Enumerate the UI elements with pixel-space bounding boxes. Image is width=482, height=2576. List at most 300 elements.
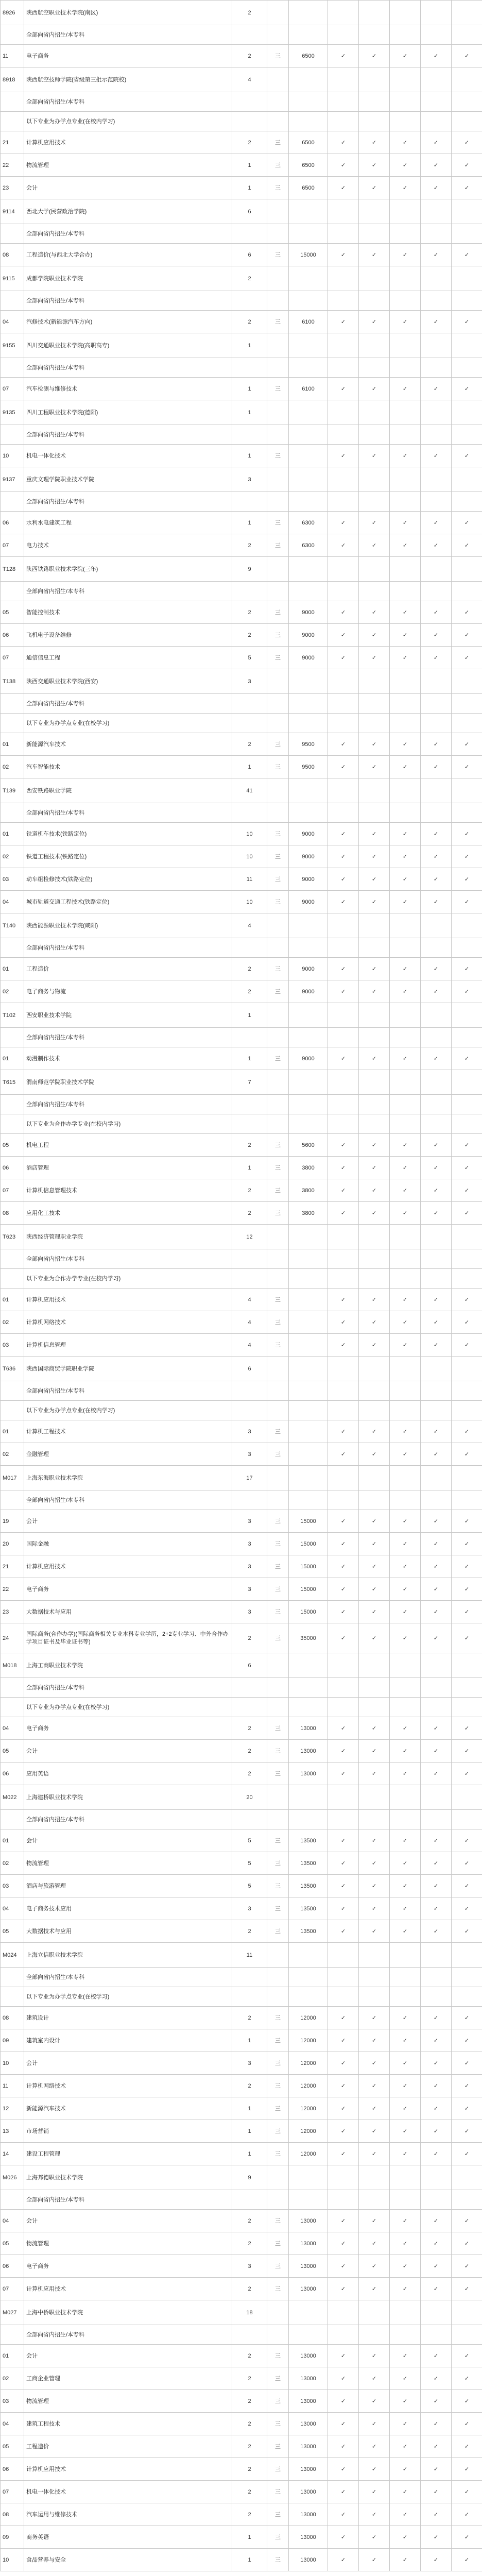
empty-cell xyxy=(289,1466,328,1490)
empty-cell xyxy=(390,1249,421,1269)
check-mark-icon: ✓ xyxy=(390,1875,421,1897)
empty-cell xyxy=(267,224,289,244)
empty-cell xyxy=(390,778,421,803)
major-plan-count: 1 xyxy=(232,154,267,177)
empty-cell xyxy=(359,400,390,425)
empty-cell xyxy=(289,938,328,958)
check-mark-icon: ✓ xyxy=(328,958,359,980)
empty-cell xyxy=(421,1968,452,1987)
major-plan-count: 2 xyxy=(232,1134,267,1157)
empty-cell xyxy=(1,1028,24,1047)
note-text: 全部向省内招生/本专科 xyxy=(24,938,232,958)
check-mark-icon: ✓ xyxy=(359,2503,390,2526)
school-row xyxy=(1,1785,482,1810)
school-plan-count: 2 xyxy=(232,1,267,25)
school-code: T102 xyxy=(1,1003,24,1028)
check-mark-icon: ✓ xyxy=(452,1179,482,1202)
school-row xyxy=(1,1070,482,1095)
school-row xyxy=(1,333,482,358)
empty-cell xyxy=(267,2325,289,2345)
check-mark-icon: ✓ xyxy=(390,1134,421,1157)
school-name: 上海工商职业技术学院 xyxy=(24,1653,232,1678)
school-plan-count: 7 xyxy=(232,1070,267,1095)
empty-cell xyxy=(1,492,24,512)
empty-cell xyxy=(359,1225,390,1249)
check-mark-icon: ✓ xyxy=(390,2210,421,2232)
check-mark-icon: ✓ xyxy=(328,601,359,624)
school-code: M017 xyxy=(1,1466,24,1490)
note-text: 全部向省内招生/本专科 xyxy=(24,694,232,714)
check-mark-icon: ✓ xyxy=(452,2210,482,2232)
major-row xyxy=(1,1555,482,1578)
empty-cell xyxy=(232,358,267,378)
major-name: 城市轨道交通工程技术(铁路定位) xyxy=(24,891,232,913)
check-mark-icon: ✓ xyxy=(359,1179,390,1202)
table-body xyxy=(1,1,482,2571)
major-name: 机电一体化技术 xyxy=(24,2481,232,2503)
empty-cell xyxy=(267,2165,289,2190)
empty-cell xyxy=(390,1785,421,1810)
empty-cell xyxy=(421,1943,452,1968)
tuition-fee: 6500 xyxy=(289,177,328,199)
empty-cell xyxy=(232,694,267,714)
empty-cell xyxy=(452,67,482,92)
major-code: 07 xyxy=(1,647,24,669)
empty-cell xyxy=(1,694,24,714)
empty-cell xyxy=(328,1943,359,1968)
school-row xyxy=(1,1943,482,1968)
note-text: 全部向省内招生/本专科 xyxy=(24,291,232,311)
check-mark-icon: ✓ xyxy=(359,1047,390,1070)
school-name: 上海邦德职业技术学院 xyxy=(24,2165,232,2190)
check-mark-icon: ✓ xyxy=(452,891,482,913)
note-row xyxy=(1,112,482,131)
empty-cell xyxy=(421,2165,452,2190)
major-code: 22 xyxy=(1,1578,24,1601)
empty-cell xyxy=(1,714,24,733)
check-mark-icon: ✓ xyxy=(421,1601,452,1623)
empty-cell xyxy=(1,358,24,378)
empty-cell xyxy=(267,1095,289,1114)
major-row xyxy=(1,1897,482,1920)
empty-cell xyxy=(421,400,452,425)
check-mark-icon: ✓ xyxy=(328,45,359,67)
major-name: 会计 xyxy=(24,1829,232,1852)
study-length: 三 xyxy=(267,1897,289,1920)
check-mark-icon: ✓ xyxy=(359,980,390,1003)
check-mark-icon: ✓ xyxy=(390,891,421,913)
school-name: 陕西航空职业技术学院(南区) xyxy=(24,1,232,25)
empty-cell xyxy=(267,1357,289,1381)
empty-cell xyxy=(328,582,359,601)
major-code: 01 xyxy=(1,1047,24,1070)
empty-cell xyxy=(390,1357,421,1381)
empty-cell xyxy=(289,1785,328,1810)
major-code: 06 xyxy=(1,1157,24,1179)
check-mark-icon: ✓ xyxy=(421,2075,452,2097)
major-plan-count: 3 xyxy=(232,1601,267,1623)
check-mark-icon: ✓ xyxy=(359,2052,390,2075)
major-row xyxy=(1,1762,482,1785)
check-mark-icon: ✓ xyxy=(421,1443,452,1466)
check-mark-icon: ✓ xyxy=(452,244,482,266)
empty-cell xyxy=(359,199,390,224)
empty-cell xyxy=(452,1943,482,1968)
empty-cell xyxy=(267,1785,289,1810)
check-mark-icon: ✓ xyxy=(452,2549,482,2571)
empty-cell xyxy=(267,803,289,823)
empty-cell xyxy=(452,467,482,492)
empty-cell xyxy=(328,1,359,25)
empty-cell xyxy=(232,2325,267,2345)
tuition-fee xyxy=(289,445,328,467)
study-length: 三 xyxy=(267,2367,289,2390)
note-row xyxy=(1,224,482,244)
empty-cell xyxy=(452,694,482,714)
major-code: 06 xyxy=(1,1762,24,1785)
empty-cell xyxy=(452,266,482,291)
check-mark-icon: ✓ xyxy=(359,2413,390,2435)
study-length: 三 xyxy=(267,2029,289,2052)
empty-cell xyxy=(452,1028,482,1047)
major-row xyxy=(1,2232,482,2255)
empty-cell xyxy=(452,1490,482,1510)
major-code: 07 xyxy=(1,378,24,400)
empty-cell xyxy=(421,803,452,823)
major-plan-count: 1 xyxy=(232,177,267,199)
note-row xyxy=(1,358,482,378)
major-plan-count: 2 xyxy=(232,1717,267,1740)
note-row xyxy=(1,1987,482,2007)
empty-cell xyxy=(452,1968,482,1987)
check-mark-icon: ✓ xyxy=(328,2120,359,2143)
major-row xyxy=(1,1179,482,1202)
empty-cell xyxy=(267,1070,289,1095)
check-mark-icon: ✓ xyxy=(359,1443,390,1466)
check-mark-icon: ✓ xyxy=(359,2029,390,2052)
major-row xyxy=(1,601,482,624)
major-name: 汽修技术(新能源汽车方向) xyxy=(24,311,232,333)
check-mark-icon: ✓ xyxy=(452,2007,482,2029)
note-row xyxy=(1,694,482,714)
check-mark-icon: ✓ xyxy=(421,378,452,400)
note-text: 全部向省内招生/本专科 xyxy=(24,224,232,244)
check-mark-icon: ✓ xyxy=(359,1420,390,1443)
major-name: 酒店管理 xyxy=(24,1157,232,1179)
major-plan-count: 3 xyxy=(232,1533,267,1555)
empty-cell xyxy=(421,1269,452,1289)
school-plan-count: 1 xyxy=(232,1003,267,1028)
empty-cell xyxy=(232,2190,267,2210)
check-mark-icon: ✓ xyxy=(390,1510,421,1533)
check-mark-icon: ✓ xyxy=(359,1533,390,1555)
major-plan-count: 3 xyxy=(232,2255,267,2278)
school-row xyxy=(1,1,482,25)
major-plan-count: 2 xyxy=(232,2413,267,2435)
check-mark-icon: ✓ xyxy=(328,1555,359,1578)
empty-cell xyxy=(267,199,289,224)
empty-cell xyxy=(452,1678,482,1698)
major-code: 14 xyxy=(1,2143,24,2165)
check-mark-icon: ✓ xyxy=(328,2097,359,2120)
empty-cell xyxy=(359,2325,390,2345)
major-name: 计算机网络技术 xyxy=(24,1311,232,1334)
empty-cell xyxy=(328,400,359,425)
school-plan-count: 4 xyxy=(232,67,267,92)
check-mark-icon: ✓ xyxy=(328,2255,359,2278)
study-length: 三 xyxy=(267,2345,289,2367)
study-length: 三 xyxy=(267,1920,289,1943)
empty-cell xyxy=(359,582,390,601)
school-plan-count: 6 xyxy=(232,1653,267,1678)
empty-cell xyxy=(328,557,359,582)
major-plan-count: 2 xyxy=(232,2435,267,2458)
check-mark-icon: ✓ xyxy=(359,1578,390,1601)
major-row xyxy=(1,1533,482,1555)
school-name: 上海中侨职业技术学院 xyxy=(24,2300,232,2325)
empty-cell xyxy=(232,1698,267,1717)
empty-cell xyxy=(267,400,289,425)
study-length: 三 xyxy=(267,1852,289,1875)
school-code: T636 xyxy=(1,1357,24,1381)
major-row xyxy=(1,647,482,669)
empty-cell xyxy=(328,199,359,224)
study-length: 三 xyxy=(267,2120,289,2143)
school-plan-count: 1 xyxy=(232,333,267,358)
major-row xyxy=(1,1311,482,1334)
check-mark-icon: ✓ xyxy=(390,445,421,467)
empty-cell xyxy=(359,1114,390,1134)
major-row xyxy=(1,624,482,647)
check-mark-icon: ✓ xyxy=(390,45,421,67)
check-mark-icon: ✓ xyxy=(390,1334,421,1357)
study-length: 三 xyxy=(267,2232,289,2255)
tuition-fee xyxy=(289,1334,328,1357)
empty-cell xyxy=(359,1095,390,1114)
empty-cell xyxy=(421,266,452,291)
major-plan-count: 3 xyxy=(232,1510,267,1533)
check-mark-icon: ✓ xyxy=(359,154,390,177)
note-row xyxy=(1,1381,482,1401)
note-row xyxy=(1,1114,482,1134)
study-length: 三 xyxy=(267,1289,289,1311)
check-mark-icon: ✓ xyxy=(421,1179,452,1202)
tuition-fee xyxy=(289,1443,328,1466)
check-mark-icon: ✓ xyxy=(452,756,482,778)
empty-cell xyxy=(421,2325,452,2345)
check-mark-icon: ✓ xyxy=(359,1920,390,1943)
major-name: 物流管理 xyxy=(24,2390,232,2413)
check-mark-icon: ✓ xyxy=(359,311,390,333)
major-plan-count: 5 xyxy=(232,1852,267,1875)
major-row xyxy=(1,1829,482,1852)
tuition-fee: 15000 xyxy=(289,1533,328,1555)
empty-cell xyxy=(421,333,452,358)
major-code: 03 xyxy=(1,2390,24,2413)
check-mark-icon: ✓ xyxy=(452,1829,482,1852)
empty-cell xyxy=(267,92,289,112)
empty-cell xyxy=(452,1653,482,1678)
check-mark-icon: ✓ xyxy=(452,958,482,980)
empty-cell xyxy=(359,1028,390,1047)
major-plan-count: 2 xyxy=(232,1740,267,1762)
empty-cell xyxy=(267,333,289,358)
empty-cell xyxy=(390,1490,421,1510)
study-length: 三 xyxy=(267,2390,289,2413)
check-mark-icon: ✓ xyxy=(328,1157,359,1179)
check-mark-icon: ✓ xyxy=(359,1134,390,1157)
empty-cell xyxy=(390,2190,421,2210)
major-row xyxy=(1,1134,482,1157)
empty-cell xyxy=(328,1678,359,1698)
empty-cell xyxy=(421,1357,452,1381)
note-row xyxy=(1,714,482,733)
tuition-fee xyxy=(289,1289,328,1311)
major-code: 19 xyxy=(1,1510,24,1533)
tuition-fee: 15000 xyxy=(289,1510,328,1533)
check-mark-icon: ✓ xyxy=(390,2029,421,2052)
check-mark-icon: ✓ xyxy=(452,868,482,891)
major-plan-count: 2 xyxy=(232,1202,267,1225)
tuition-fee: 13000 xyxy=(289,2255,328,2278)
empty-cell xyxy=(289,1987,328,2007)
empty-cell xyxy=(421,467,452,492)
major-code: 03 xyxy=(1,868,24,891)
school-row xyxy=(1,1466,482,1490)
check-mark-icon: ✓ xyxy=(452,1578,482,1601)
major-row xyxy=(1,1578,482,1601)
check-mark-icon: ✓ xyxy=(328,868,359,891)
check-mark-icon: ✓ xyxy=(421,2413,452,2435)
major-code: 20 xyxy=(1,1533,24,1555)
check-mark-icon: ✓ xyxy=(359,2526,390,2549)
empty-cell xyxy=(390,333,421,358)
empty-cell xyxy=(232,1678,267,1698)
note-text: 全部向省内招生/本专科 xyxy=(24,358,232,378)
empty-cell xyxy=(421,1810,452,1829)
check-mark-icon: ✓ xyxy=(421,1047,452,1070)
empty-cell xyxy=(232,714,267,733)
tuition-fee xyxy=(289,1420,328,1443)
check-mark-icon: ✓ xyxy=(328,2232,359,2255)
major-code: 02 xyxy=(1,1311,24,1334)
major-code: 21 xyxy=(1,131,24,154)
empty-cell xyxy=(232,1810,267,1829)
empty-cell xyxy=(328,224,359,244)
school-name: 四川交通职业技术学院(高职高专) xyxy=(24,333,232,358)
check-mark-icon: ✓ xyxy=(328,1202,359,1225)
empty-cell xyxy=(390,2325,421,2345)
empty-cell xyxy=(359,333,390,358)
empty-cell xyxy=(232,1968,267,1987)
check-mark-icon: ✓ xyxy=(421,177,452,199)
major-code: 10 xyxy=(1,445,24,467)
empty-cell xyxy=(289,2325,328,2345)
check-mark-icon: ✓ xyxy=(328,378,359,400)
empty-cell xyxy=(421,714,452,733)
study-length: 三 xyxy=(267,1740,289,1762)
note-text: 全部向省内招生/本专科 xyxy=(24,1249,232,1269)
empty-cell xyxy=(452,2190,482,2210)
note-row xyxy=(1,291,482,311)
school-name: 渭南师范学院职业技术学院 xyxy=(24,1070,232,1095)
major-plan-count: 2 xyxy=(232,2007,267,2029)
empty-cell xyxy=(328,1357,359,1381)
major-name: 会计 xyxy=(24,2210,232,2232)
major-plan-count: 2 xyxy=(232,311,267,333)
major-row xyxy=(1,958,482,980)
school-name: 西安铁路职业学院 xyxy=(24,778,232,803)
empty-cell xyxy=(1,1968,24,1987)
tuition-fee: 6300 xyxy=(289,534,328,557)
empty-cell xyxy=(359,1,390,25)
study-length: 三 xyxy=(267,244,289,266)
empty-cell xyxy=(328,112,359,131)
empty-cell xyxy=(289,92,328,112)
note-text: 以下专业为办学点专业(在校学习) xyxy=(24,714,232,733)
major-plan-count: 3 xyxy=(232,1578,267,1601)
check-mark-icon: ✓ xyxy=(421,2143,452,2165)
check-mark-icon: ✓ xyxy=(452,624,482,647)
empty-cell xyxy=(390,2300,421,2325)
empty-cell xyxy=(452,1401,482,1420)
check-mark-icon: ✓ xyxy=(452,2120,482,2143)
major-name: 动车组检修技术(铁路定位) xyxy=(24,868,232,891)
major-code: 13 xyxy=(1,2120,24,2143)
major-name: 电子商务 xyxy=(24,2255,232,2278)
check-mark-icon: ✓ xyxy=(390,2549,421,2571)
empty-cell xyxy=(267,669,289,694)
empty-cell xyxy=(328,1698,359,1717)
check-mark-icon: ✓ xyxy=(421,891,452,913)
major-row xyxy=(1,1289,482,1311)
empty-cell xyxy=(452,358,482,378)
major-plan-count: 5 xyxy=(232,1875,267,1897)
study-length: 三 xyxy=(267,2435,289,2458)
check-mark-icon: ✓ xyxy=(328,2481,359,2503)
empty-cell xyxy=(452,1,482,25)
school-code: T615 xyxy=(1,1070,24,1095)
empty-cell xyxy=(359,1070,390,1095)
empty-cell xyxy=(328,1490,359,1510)
empty-cell xyxy=(359,1269,390,1289)
check-mark-icon: ✓ xyxy=(452,1334,482,1357)
major-row xyxy=(1,2278,482,2300)
check-mark-icon: ✓ xyxy=(328,1762,359,1785)
empty-cell xyxy=(232,224,267,244)
empty-cell xyxy=(289,400,328,425)
check-mark-icon: ✓ xyxy=(328,2029,359,2052)
check-mark-icon: ✓ xyxy=(359,2481,390,2503)
study-length: 三 xyxy=(267,154,289,177)
check-mark-icon: ✓ xyxy=(328,756,359,778)
check-mark-icon: ✓ xyxy=(452,1510,482,1533)
empty-cell xyxy=(289,714,328,733)
empty-cell xyxy=(452,778,482,803)
check-mark-icon: ✓ xyxy=(421,2052,452,2075)
empty-cell xyxy=(390,1028,421,1047)
major-name: 计算机信息管理 xyxy=(24,1334,232,1357)
check-mark-icon: ✓ xyxy=(452,1134,482,1157)
empty-cell xyxy=(1,1269,24,1289)
empty-cell xyxy=(328,1225,359,1249)
tuition-fee: 9000 xyxy=(289,601,328,624)
major-plan-count: 2 xyxy=(232,2481,267,2503)
check-mark-icon: ✓ xyxy=(390,958,421,980)
check-mark-icon: ✓ xyxy=(390,823,421,845)
check-mark-icon: ✓ xyxy=(452,154,482,177)
check-mark-icon: ✓ xyxy=(421,1829,452,1852)
